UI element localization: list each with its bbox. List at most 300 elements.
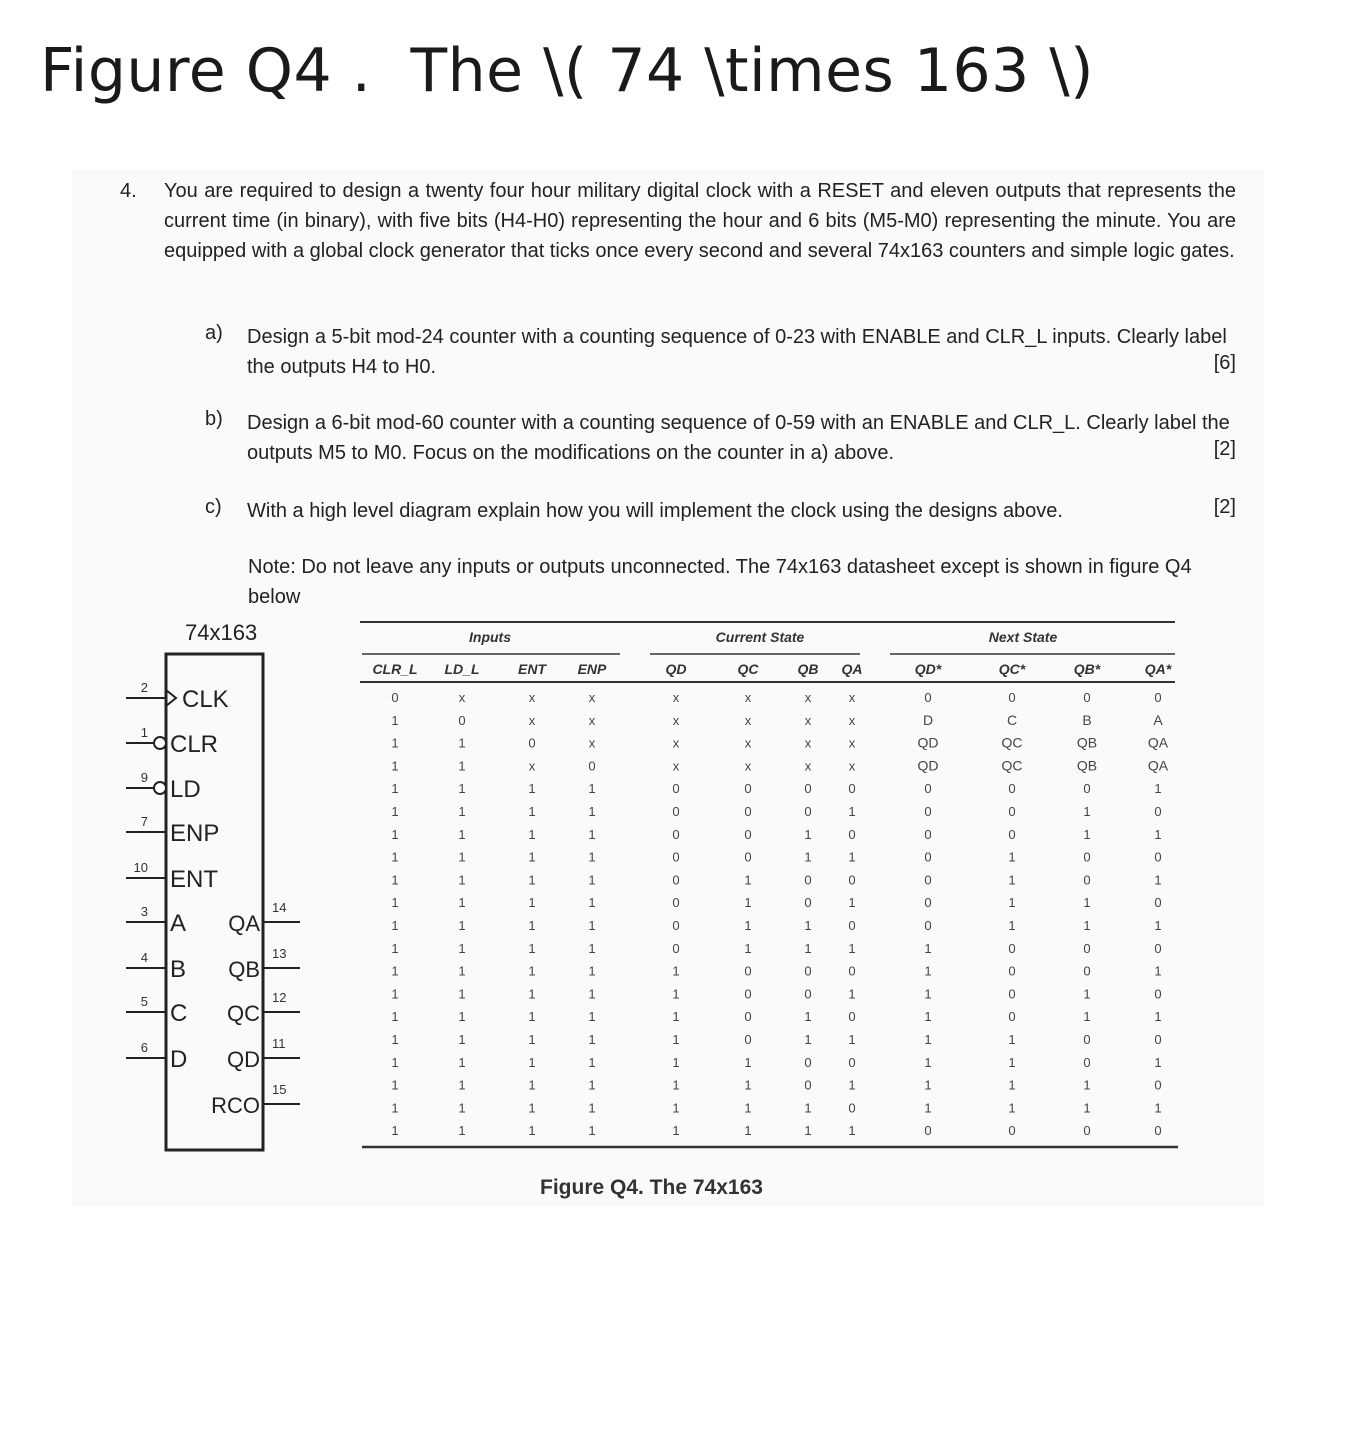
table-cell: 1	[672, 986, 680, 1002]
table-cell: 1	[528, 872, 536, 888]
table-cell: 0	[1083, 872, 1091, 888]
table-cell: 1	[1154, 1100, 1162, 1116]
truth-table	[350, 612, 1190, 1157]
table-cell: 1	[672, 1054, 680, 1070]
part-b-marks: [2]	[1213, 438, 1236, 460]
table-cell: 1	[1154, 963, 1162, 979]
pin-label-enp: ENP	[170, 820, 220, 847]
table-cell: 1	[1154, 1054, 1162, 1070]
table-cell: 0	[744, 1032, 752, 1047]
table-cell: 0	[848, 1009, 856, 1025]
table-cell: x	[672, 735, 680, 751]
column-header: QB	[797, 661, 819, 677]
table-cell: 1	[391, 1100, 399, 1116]
table-cell: 1	[528, 1054, 536, 1070]
table-cell: 1	[924, 1032, 932, 1047]
table-cell: 1	[804, 940, 812, 956]
table-cell: 1	[458, 758, 466, 774]
table-cell: 0	[1083, 781, 1091, 797]
table-cell: 1	[528, 895, 536, 911]
table-cell: 1	[458, 918, 466, 933]
table-cell: 1	[848, 804, 856, 819]
table-cell: QD	[917, 757, 939, 774]
table-cell: 0	[672, 918, 680, 933]
table-cell: 1	[458, 735, 466, 751]
table-cell: 1	[458, 1077, 466, 1093]
table-cell: 0	[848, 918, 856, 933]
column-header: QA	[841, 661, 863, 677]
table-cell: 1	[1008, 1100, 1016, 1116]
table-cell: QC	[1001, 757, 1023, 774]
table-cell: x	[528, 712, 536, 728]
table-cell: 1	[391, 826, 399, 842]
part-c-label: c)	[205, 496, 222, 518]
table-cell: 0	[848, 872, 856, 888]
table-cell: 1	[924, 1009, 932, 1025]
table-cell: x	[672, 712, 680, 728]
part-b-label: b)	[205, 408, 223, 430]
figure-caption: Figure Q4. The 74x163	[540, 1176, 763, 1199]
table-cell: QB	[1076, 734, 1098, 751]
table-cell: 1	[672, 963, 680, 979]
table-cell: 1	[804, 1100, 812, 1116]
table-cell: 1	[804, 849, 812, 865]
column-header: QC*	[998, 661, 1026, 677]
table-cell: 1	[848, 849, 856, 865]
table-cell: QB	[1076, 757, 1098, 774]
table-cell: 1	[391, 940, 399, 956]
table-cell: 1	[924, 963, 932, 979]
table-cell: 0	[1008, 1009, 1016, 1025]
table-cell: 1	[391, 735, 399, 751]
pin-number: 10	[133, 860, 148, 875]
table-cell: 1	[458, 804, 466, 819]
pin-label-ld: LD	[170, 776, 201, 803]
table-cell: 1	[528, 1009, 536, 1025]
pin-label-qd: QD	[227, 1047, 260, 1072]
table-cell: 1	[528, 1123, 536, 1139]
table-cell: 1	[924, 1054, 932, 1070]
table-cell: 1	[672, 1009, 680, 1025]
table-cell: 1	[528, 1077, 536, 1093]
pin-number: 6	[140, 1040, 148, 1055]
table-cell: 0	[1083, 690, 1091, 705]
table-cell: x	[848, 712, 856, 728]
table-cell: 0	[848, 1054, 856, 1070]
table-cell: x	[848, 758, 856, 774]
table-cell: 0	[1154, 940, 1162, 956]
table-cell: 0	[1008, 1123, 1016, 1139]
table-cell: 1	[588, 963, 596, 979]
pin-number: 14	[272, 900, 287, 915]
table-cell: 1	[391, 1054, 399, 1070]
table-cell: x	[588, 735, 596, 751]
table-cell: 1	[1008, 1054, 1016, 1070]
table-cell: 1	[1154, 781, 1162, 797]
table-cell: 0	[1154, 895, 1162, 911]
table-cell: 1	[391, 758, 399, 774]
column-header: QB*	[1073, 661, 1101, 677]
table-cell: 1	[391, 1009, 399, 1025]
table-cell: x	[588, 690, 596, 705]
pin-label-ent: ENT	[170, 866, 218, 893]
table-cell: 0	[1083, 963, 1091, 979]
table-cell: 0	[1008, 986, 1016, 1002]
table-cell: 1	[588, 826, 596, 842]
table-cell: 0	[924, 849, 932, 865]
table-cell: 1	[848, 986, 856, 1002]
table-cell: 1	[391, 712, 399, 728]
pin-number: 1	[140, 725, 148, 740]
table-cell: 0	[588, 758, 596, 774]
table-cell: 0	[672, 895, 680, 911]
table-cell: 1	[848, 895, 856, 911]
table-cell: 1	[744, 1054, 752, 1070]
pin-label-qb: QB	[228, 957, 260, 982]
table-cell: 1	[528, 849, 536, 865]
note-text: Note: Do not leave any inputs or outputs unconnected. The 74x163 datasheet except is shown in figure Q4 below	[248, 556, 1192, 608]
table-cell: 0	[1083, 849, 1091, 865]
table-cell: 1	[1008, 918, 1016, 933]
table-cell: x	[744, 712, 752, 728]
table-cell: 1	[458, 1054, 466, 1070]
table-cell: QA	[1147, 734, 1169, 751]
table-cell: 1	[1083, 918, 1091, 933]
table-cell: 0	[391, 690, 399, 705]
table-cell: 1	[391, 1123, 399, 1139]
table-cell: 0	[924, 781, 932, 797]
table-cell: 0	[804, 895, 812, 911]
table-cell: 1	[744, 1077, 752, 1093]
table-cell: 1	[744, 1100, 752, 1116]
table-cell: 1	[458, 1123, 466, 1139]
table-cell: 1	[848, 1077, 856, 1093]
table-cell: 1	[924, 940, 932, 956]
pin-number: 4	[140, 950, 148, 965]
table-cell: 0	[744, 849, 752, 865]
table-cell: x	[528, 758, 536, 774]
table-cell: D	[922, 711, 934, 728]
table-cell: 1	[588, 918, 596, 933]
group-header: Inputs	[469, 629, 511, 645]
table-cell: 1	[458, 781, 466, 797]
table-cell: 1	[672, 1123, 680, 1139]
table-cell: 1	[744, 940, 752, 956]
table-cell: 1	[588, 1100, 596, 1116]
table-cell: 0	[744, 804, 752, 819]
table-cell: 1	[588, 895, 596, 911]
table-cell: 0	[1154, 690, 1162, 705]
table-cell: 1	[1083, 986, 1091, 1002]
part-c-text: With a high level diagram explain how you will implement the clock using the designs above.	[247, 500, 1063, 522]
table-cell: 1	[1083, 1009, 1091, 1025]
table-cell: 0	[672, 781, 680, 797]
table-cell: A	[1153, 711, 1163, 728]
table-cell: 1	[1154, 918, 1162, 933]
table-cell: 0	[804, 872, 812, 888]
part-c-marks: [2]	[1213, 496, 1236, 518]
table-cell: 0	[848, 826, 856, 842]
table-cell: 1	[1154, 1009, 1162, 1025]
table-cell: 1	[848, 1123, 856, 1139]
pin-label-d: D	[170, 1046, 188, 1073]
table-cell: 1	[528, 963, 536, 979]
table-cell: x	[804, 735, 812, 751]
table-cell: 0	[924, 895, 932, 911]
table-cell: 0	[672, 940, 680, 956]
table-cell: 0	[1154, 1077, 1162, 1093]
table-cell: 1	[588, 849, 596, 865]
table-cell: 0	[1083, 1054, 1091, 1070]
table-cell: 1	[528, 918, 536, 933]
table-cell: 1	[528, 1100, 536, 1116]
table-cell: 1	[391, 781, 399, 797]
pin-number: 9	[140, 770, 148, 785]
table-cell: 1	[391, 849, 399, 865]
pin-number: 5	[140, 994, 148, 1009]
table-cell: 1	[1154, 872, 1162, 888]
table-cell: 1	[924, 986, 932, 1002]
inversion-bubble-ld	[154, 782, 166, 794]
chip-title: 74x163	[185, 620, 258, 645]
table-cell: 1	[744, 895, 752, 911]
table-cell: 1	[1008, 872, 1016, 888]
table-cell: 0	[458, 712, 466, 728]
table-cell: 1	[1083, 1100, 1091, 1116]
table-cell: 1	[1008, 1077, 1016, 1093]
table-cell: x	[458, 690, 466, 705]
table-cell: 1	[458, 1032, 466, 1047]
table-cell: 1	[391, 895, 399, 911]
table-cell: 1	[1008, 1032, 1016, 1047]
table-cell: 1	[804, 1123, 812, 1139]
table-cell: 0	[744, 781, 752, 797]
table-cell: 0	[804, 963, 812, 979]
table-cell: 1	[588, 986, 596, 1002]
table-cell: 1	[458, 963, 466, 979]
table-cell: 0	[848, 781, 856, 797]
table-cell: 0	[1083, 1123, 1091, 1139]
table-cell: 0	[1154, 1123, 1162, 1139]
table-cell: 1	[804, 1032, 812, 1047]
table-cell: 0	[804, 804, 812, 819]
table-cell: 1	[848, 940, 856, 956]
group-header: Next State	[988, 629, 1058, 645]
pin-number: 7	[140, 814, 148, 829]
table-cell: 1	[588, 781, 596, 797]
table-cell: 1	[588, 1009, 596, 1025]
question-stem: You are required to design a twenty four hour military digital clock with a RESET and eleven outputs that represents the current time (in binary), with five bits (H4-H0) representing the hour and 6 bits (M5-M0) representing the minute. You are equipped with a global clock generator that ticks once every second and several 74x163 counters and simple logic gates.	[164, 180, 1236, 262]
table-cell: 0	[744, 826, 752, 842]
part-a-text: Design a 5-bit mod-24 counter with a counting sequence of 0-23 with ENABLE and CLR_L inputs. Clearly label the outputs H4 to H0.	[247, 326, 1227, 378]
table-cell: 1	[458, 872, 466, 888]
table-cell: 1	[924, 1100, 932, 1116]
table-cell: 1	[588, 940, 596, 956]
table-cell: 1	[458, 986, 466, 1002]
table-cell: 1	[391, 986, 399, 1002]
pin-label-qa: QA	[228, 911, 260, 936]
table-cell: 1	[672, 1100, 680, 1116]
column-header: QC	[737, 661, 759, 677]
pin-label-qc: QC	[227, 1001, 260, 1026]
table-cell: 0	[744, 986, 752, 1002]
table-cell: x	[528, 690, 536, 705]
table-cell: x	[672, 758, 680, 774]
table-cell: 0	[528, 735, 536, 751]
chip-body	[166, 654, 263, 1150]
table-cell: QD	[917, 734, 939, 751]
ic-74x163-symbol	[110, 610, 330, 1170]
table-cell: 1	[391, 963, 399, 979]
table-cell: 1	[391, 1032, 399, 1047]
table-cell: 0	[804, 781, 812, 797]
pin-number: 12	[272, 990, 287, 1005]
table-cell: 0	[672, 826, 680, 842]
table-cell: 1	[588, 872, 596, 888]
table-cell: x	[848, 690, 856, 705]
pin-number: 2	[140, 680, 148, 695]
table-cell: 1	[1008, 849, 1016, 865]
table-cell: 1	[848, 1032, 856, 1047]
table-cell: 0	[848, 963, 856, 979]
table-cell: 1	[588, 1077, 596, 1093]
table-cell: x	[744, 735, 752, 751]
table-cell: 1	[391, 872, 399, 888]
table-cell: 0	[1008, 963, 1016, 979]
table-cell: 1	[528, 1032, 536, 1047]
table-cell: 1	[528, 826, 536, 842]
pin-number: 3	[140, 904, 148, 919]
table-cell: 1	[804, 1009, 812, 1025]
table-cell: 0	[924, 804, 932, 819]
table-cell: 0	[1008, 690, 1016, 705]
table-cell: 0	[672, 872, 680, 888]
pin-label-b: B	[170, 956, 187, 983]
table-cell: 1	[588, 1032, 596, 1047]
table-cell: 0	[1008, 826, 1016, 842]
pin-label-c: C	[170, 1000, 188, 1027]
column-header: QA*	[1144, 661, 1172, 677]
part-b-text: Design a 6-bit mod-60 counter with a counting sequence of 0-59 with an ENABLE and CLR_L. Clearly label the outputs M5 to M0. Focus on the modifications on the counter in a) above.	[247, 412, 1230, 464]
table-cell: 1	[1083, 1077, 1091, 1093]
question-number: 4.	[120, 180, 137, 202]
pin-number: 11	[272, 1036, 286, 1051]
table-cell: 0	[924, 918, 932, 933]
inversion-bubble-clr	[154, 737, 166, 749]
table-cell: 0	[1083, 940, 1091, 956]
table-cell: 1	[528, 781, 536, 797]
table-cell: x	[848, 735, 856, 751]
table-cell: 1	[744, 872, 752, 888]
table-cell: 1	[1008, 895, 1016, 911]
figure-heading: Figure Q4 . The \( 74 \times 163 \)	[40, 36, 1095, 106]
table-cell: 1	[588, 1123, 596, 1139]
table-cell: 1	[924, 1077, 932, 1093]
table-cell: 1	[588, 1054, 596, 1070]
table-cell: QA	[1147, 757, 1169, 774]
table-cell: 0	[924, 1123, 932, 1139]
table-cell: B	[1082, 711, 1092, 728]
table-cell: x	[588, 712, 596, 728]
table-cell: 1	[458, 1009, 466, 1025]
table-cell: 1	[588, 804, 596, 819]
table-cell: 0	[1008, 804, 1016, 819]
table-cell: 0	[1154, 804, 1162, 819]
column-header: ENT	[518, 661, 546, 677]
column-header: ENP	[577, 661, 607, 677]
table-cell: 0	[1154, 1032, 1162, 1047]
table-cell: 1	[1154, 826, 1162, 842]
table-cell: 0	[1008, 781, 1016, 797]
table-cell: 1	[804, 918, 812, 933]
table-cell: 1	[458, 826, 466, 842]
table-cell: 1	[804, 826, 812, 842]
table-cell: 1	[1083, 895, 1091, 911]
table-cell: 1	[458, 895, 466, 911]
table-cell: 1	[1083, 804, 1091, 819]
table-cell: 1	[528, 940, 536, 956]
table-cell: 1	[672, 1077, 680, 1093]
table-cell: 0	[672, 849, 680, 865]
table-cell: 0	[1083, 1032, 1091, 1047]
table-cell: 1	[744, 1123, 752, 1139]
table-cell: 0	[744, 1009, 752, 1025]
table-cell: 1	[528, 804, 536, 819]
table-cell: x	[744, 758, 752, 774]
table-cell: 0	[924, 690, 932, 705]
table-cell: QC	[1001, 734, 1023, 751]
table-cell: 1	[1083, 826, 1091, 842]
pin-number: 15	[272, 1082, 287, 1097]
table-cell: x	[804, 690, 812, 705]
part-a-label: a)	[205, 322, 223, 344]
table-cell: 0	[848, 1100, 856, 1116]
table-cell: 0	[804, 986, 812, 1002]
column-header: QD	[665, 661, 687, 677]
pin-label-a: A	[170, 910, 187, 937]
table-cell: x	[744, 690, 752, 705]
table-cell: 1	[744, 918, 752, 933]
table-cell: 0	[1154, 986, 1162, 1002]
table-cell: 1	[391, 1077, 399, 1093]
part-a-marks: [6]	[1213, 352, 1236, 374]
table-cell: 1	[458, 1100, 466, 1116]
pin-label-rco: RCO	[211, 1093, 260, 1118]
table-cell: 1	[458, 849, 466, 865]
column-header: CLR_L	[372, 661, 418, 677]
table-cell: 1	[391, 804, 399, 819]
table-cell: 0	[924, 826, 932, 842]
table-cell: 0	[1008, 940, 1016, 956]
table-cell: 1	[458, 940, 466, 956]
table-cell: 1	[528, 986, 536, 1002]
table-cell: 0	[924, 872, 932, 888]
group-header: Current State	[715, 629, 805, 645]
table-cell: x	[804, 712, 812, 728]
table-cell: x	[672, 690, 680, 705]
column-header: QD*	[914, 661, 942, 677]
column-header: LD_L	[444, 661, 480, 677]
table-cell: x	[804, 758, 812, 774]
table-cell: 0	[1154, 849, 1162, 865]
table-cell: 1	[391, 918, 399, 933]
pin-number: 13	[272, 946, 287, 961]
pin-label-clr: CLR	[170, 731, 219, 758]
table-cell: 0	[744, 963, 752, 979]
table-cell: 0	[804, 1077, 812, 1093]
table-cell: 0	[804, 1054, 812, 1070]
table-cell: 0	[672, 804, 680, 819]
